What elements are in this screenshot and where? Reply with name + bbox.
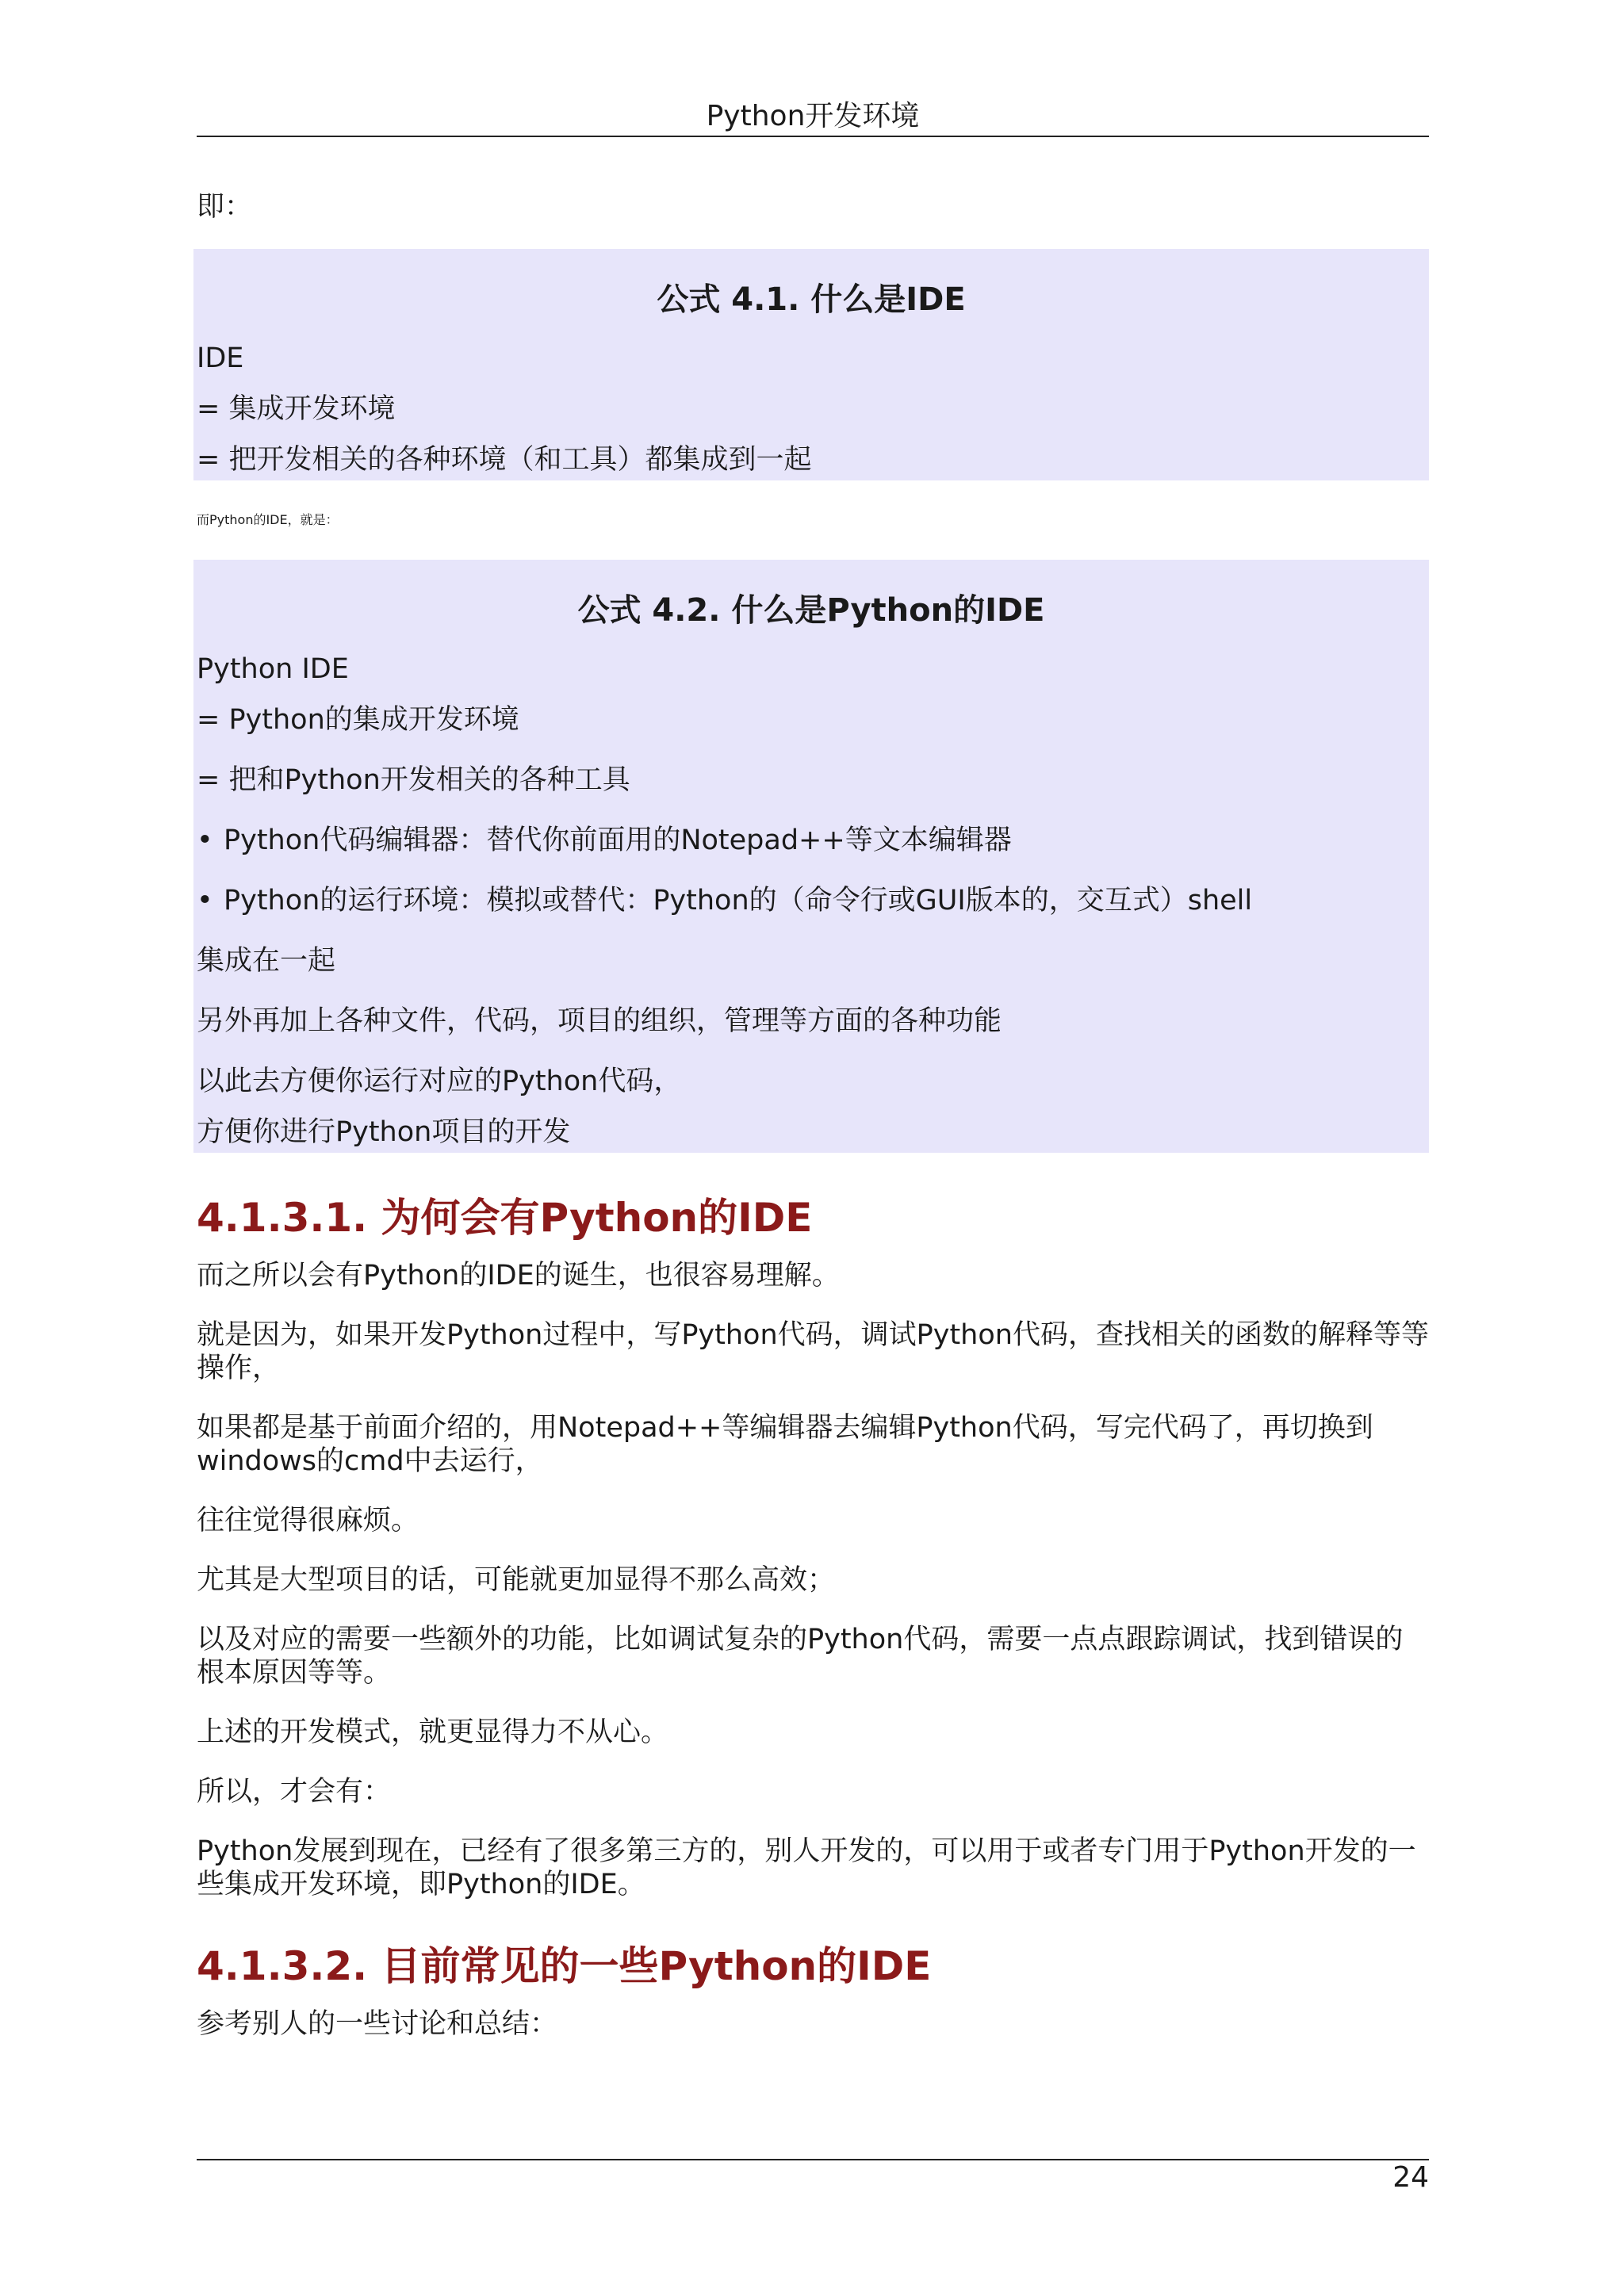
formula-line: = 把和Python开发相关的各种工具 xyxy=(197,764,630,796)
formula-line: 以此去方便你运行对应的Python代码， xyxy=(197,1066,682,1097)
formula-line: = 把开发相关的各种环境（和工具）都集成到一起 xyxy=(197,444,812,476)
paragraph: 往往觉得很麻烦。 xyxy=(197,1505,419,1536)
bullet-text: Python代码编辑器：替代你前面用的Notepad++等文本编辑器 xyxy=(224,825,1012,856)
bullet-text: Python的运行环境：模拟或替代：Python的（命令行或GUI版本的，交互式）shell xyxy=(224,885,1253,916)
formula-line: = Python的集成开发环境 xyxy=(197,704,519,736)
between-text: 而Python的IDE，就是： xyxy=(197,512,339,527)
paragraph: 所以，才会有： xyxy=(197,1776,392,1808)
formula-line: Python IDE xyxy=(197,653,349,685)
formula-box-4-2 xyxy=(193,560,1429,1153)
paragraph: 如果都是基于前面介绍的，用Notepad++等编辑器去编辑Python代码，写完代码了，再切换到windows的cmd中去运行， xyxy=(197,1412,1373,1477)
paragraph: 以及对应的需要一些额外的功能，比如调试复杂的Python代码，需要一点点跟踪调试，找到错误的根本原因等等。 xyxy=(197,1624,1404,1689)
formula-line: = 集成开发环境 xyxy=(197,393,396,425)
page-number: 24 xyxy=(1392,2161,1429,2194)
section-heading-4-1-3-2: 4.1.3.2. 目前常见的一些Python的IDE xyxy=(197,1943,932,1989)
formula-line: 另外再加上各种文件，代码，项目的组织，管理等方面的各种功能 xyxy=(197,1005,1002,1037)
page-content xyxy=(197,190,1429,2067)
section-heading-4-1-3-1: 4.1.3.1. 为何会有Python的IDE xyxy=(197,1195,813,1241)
formula-title: 公式 4.2. 什么是Python的IDE xyxy=(577,592,1045,629)
formula-line: 方便你进行Python项目的开发 xyxy=(197,1116,571,1148)
paragraph: 参考别人的一些讨论和总结： xyxy=(197,2008,558,2040)
formula-line: 集成在一起 xyxy=(197,945,336,977)
paragraph: 上述的开发模式，就更显得力不从心。 xyxy=(197,1716,669,1748)
formula-title: 公式 4.1. 什么是IDE xyxy=(657,281,966,318)
formula-box-4-1 xyxy=(193,249,1429,480)
paragraph: Python发展到现在，已经有了很多第三方的，别人开发的，可以用于或者专门用于Python开发的一些集成开发环境，即Python的IDE。 xyxy=(197,1835,1416,1900)
bullet-dot-icon: • xyxy=(197,825,213,856)
paragraph: 就是因为，如果开发Python过程中，写Python代码，调试Python代码，查找相关的函数的解释等等操作， xyxy=(197,1319,1429,1384)
intro-text: 即： xyxy=(197,191,253,223)
paragraph: 尤其是大型项目的话，可能就更加显得不那么高效； xyxy=(197,1564,836,1596)
paragraph: 而之所以会有Python的IDE的诞生，也很容易理解。 xyxy=(197,1260,840,1292)
bullet-dot-icon: • xyxy=(197,885,213,916)
formula-line: IDE xyxy=(197,342,244,374)
formula-bullet xyxy=(197,810,1426,871)
header-rule xyxy=(197,136,1429,137)
running-header: Python开发环境 xyxy=(706,100,920,132)
formula-bullet xyxy=(197,871,1426,931)
footer-rule xyxy=(197,2159,1429,2160)
